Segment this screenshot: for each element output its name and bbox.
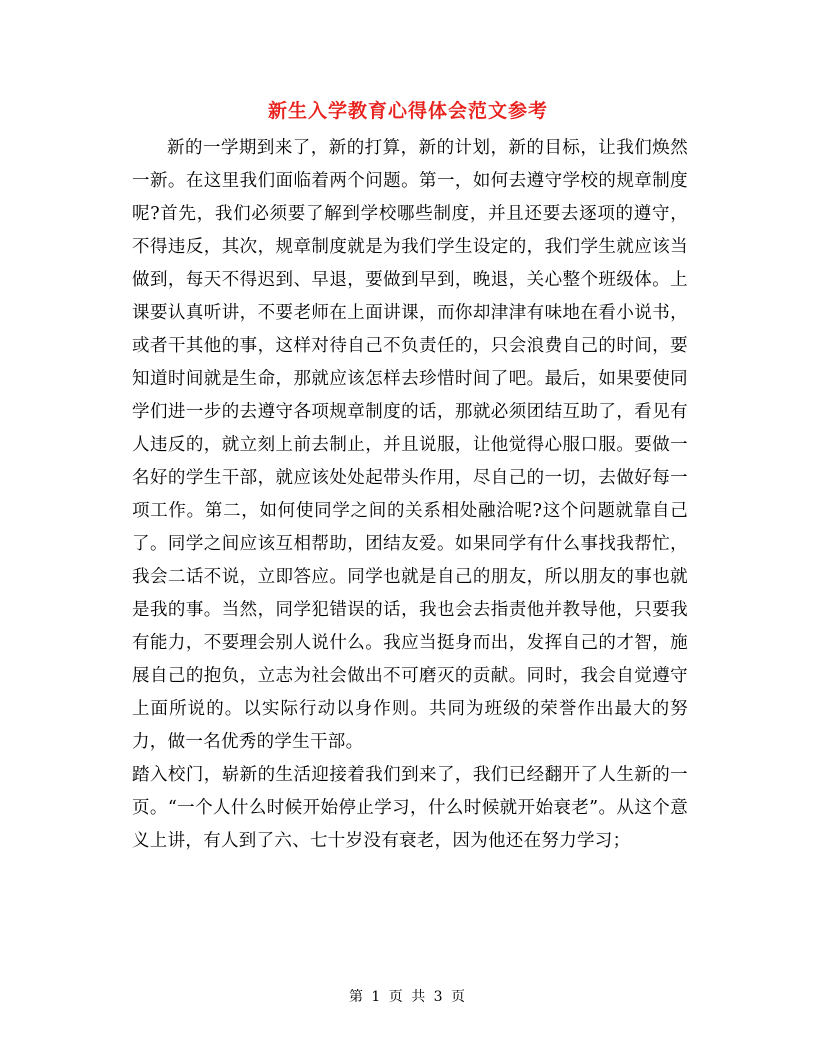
body-paragraph-2: 踏入校门，崭新的生活迎接着我们到来了，我们已经翻开了人生新的一页。“一个人什么时候开始停止学习，什么时候就开始衰老”。从这个意义上讲，有人到了六、七十岁没有衰老，因为他还在努力学习； xyxy=(132,765,688,851)
document-body xyxy=(132,132,688,858)
page-number-footer: 第 1 页 共 3 页 xyxy=(348,989,468,1005)
body-paragraph-1: 新的一学期到来了，新的打算，新的计划，新的目标，让我们焕然一新。在这里我们面临着两个问题。第一，如何去遵守学校的规章制度呢?首先，我们必须要了解到学校哪些制度，并且还要去逐项的遵守，不得违反，其次，规章制度就是为我们学生设定的，我们学生就应该当做到，每天不得迟到、早退，要做到早到，晚退，关心整个班级体。上课要认真听讲，不要老师在上面讲课，而你却津津有味地在看小说书，或者干其他的事，这样对待自己不负责任的，只会浪费自己的时间，要知道时间就是生命，那就应该怎样去珍惜时间了吧。最后，如果要使同学们进一步的去遵守各项规章制度的话，那就必须团结互助了，看见有人违反的，就立刻上前去制止，并且说服，让他觉得心服口服。要做一名好的学生干部，就应该处处起带头作用，尽自己的一切，去做好每一项工作。第二，如何使同学之间的关系相处融洽呢?这个问题就靠自己了。同学之间应该互相帮助，团结友爱。如果同学有什么事找我帮忙，我会二话不说，立即答应。同学也就是自己的朋友，所以朋友的事也就是我的事。当然，同学犯错误的话，我也会去指责他并教导他，只要我有能力，不要理会别人说什么。我应当挺身而出，发挥自己的才智，施展自己的抱负，立志为社会做出不可磨灭的贡献。同时，我会自觉遵守上面所说的。以实际行动以身作则。共同为班级的荣誉作出最大的努力，做一名优秀的学生干部。 xyxy=(132,138,688,752)
document-title: 新生入学教育心得体会范文参考 xyxy=(267,100,548,122)
